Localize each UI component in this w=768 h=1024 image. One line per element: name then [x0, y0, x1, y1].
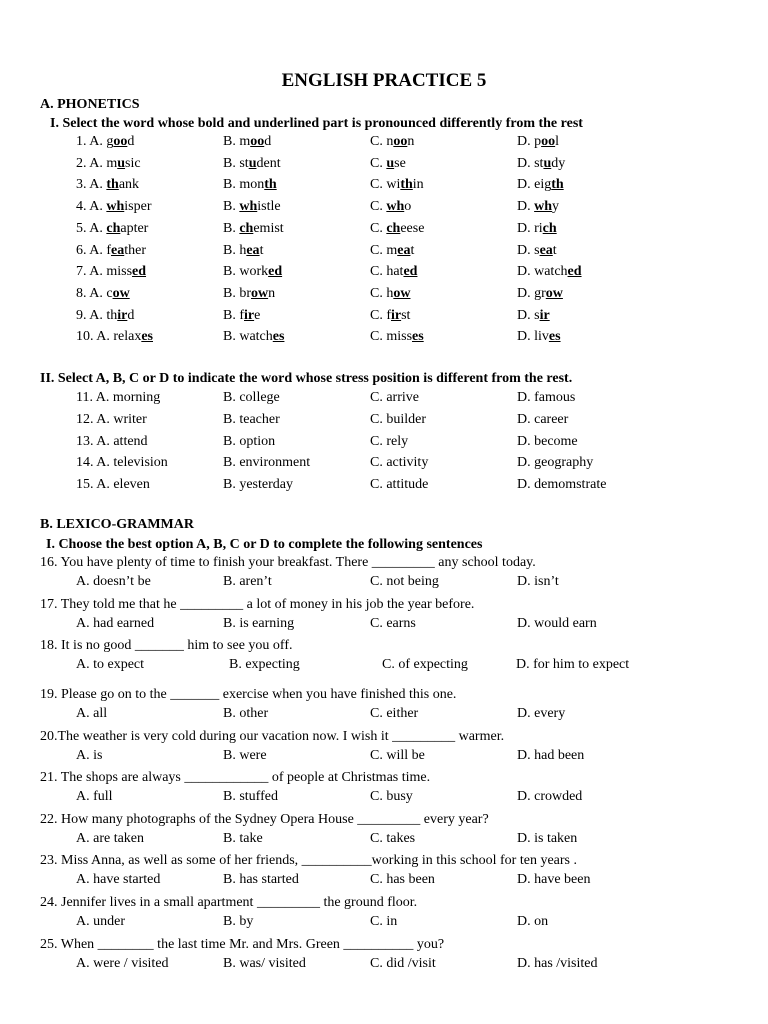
underlined-sound: ow — [112, 285, 130, 301]
option-text: A. c — [89, 285, 113, 301]
option-text: ank — [118, 177, 140, 193]
option: A. are taken — [76, 831, 145, 846]
option: C. has been — [370, 872, 435, 887]
option — [223, 390, 280, 406]
option — [370, 264, 417, 280]
stress-row — [0, 390, 700, 408]
option — [223, 308, 260, 324]
option-text: C. wi — [370, 177, 401, 193]
option-text: B. teacher — [223, 411, 280, 427]
option: B. by — [223, 914, 254, 929]
underlined-sound: es — [548, 329, 561, 345]
option-text: B. work — [223, 264, 269, 280]
option-text: A. f — [89, 242, 112, 258]
option-text: C. f — [370, 307, 391, 323]
option: B. expecting — [229, 657, 300, 672]
option-text: t — [410, 242, 415, 258]
underlined-sound: ea — [539, 242, 553, 258]
underlined-sound: ir — [391, 307, 402, 323]
option-text: C. miss — [370, 329, 413, 345]
underlined-sound: ea — [246, 242, 260, 258]
underlined-sound: wh — [106, 199, 125, 215]
underlined-sound: oo — [393, 134, 408, 149]
underlined-sound: es — [141, 329, 153, 345]
underlined-sound: wh — [386, 199, 405, 215]
option: D. crowded — [517, 789, 583, 804]
option — [517, 412, 568, 428]
option — [223, 199, 281, 215]
option — [517, 455, 593, 471]
option-text: in — [412, 177, 424, 193]
option-text: B. mon — [223, 177, 265, 193]
option-text: t — [259, 242, 264, 258]
option-text: A. — [89, 220, 107, 236]
option-text: A. writer — [96, 411, 147, 427]
option-text: C. attitude — [370, 477, 429, 493]
answer-row — [0, 872, 700, 890]
option-text: D. career — [517, 411, 569, 427]
option: A. under — [76, 914, 125, 929]
option: C. not being — [370, 574, 439, 589]
option-text: D. s — [517, 242, 540, 258]
option-text: y — [552, 199, 560, 215]
option: B. other — [223, 706, 269, 721]
option-text: C. hat — [370, 264, 404, 280]
option-text: C. activity — [370, 455, 429, 471]
stress-row — [0, 455, 700, 473]
option-text: B. — [223, 220, 240, 236]
underlined-sound: th — [264, 177, 277, 193]
option-text: A. miss — [89, 264, 133, 280]
underlined-sound: es — [272, 329, 285, 345]
option-text: A. — [89, 199, 107, 215]
option: C. takes — [370, 831, 416, 846]
option-text: C. h — [370, 285, 394, 301]
option-text: A. th — [89, 307, 118, 323]
option — [517, 477, 606, 493]
option: D. on — [517, 914, 549, 929]
option-text: C. arrive — [370, 390, 419, 405]
option — [76, 477, 150, 493]
option-text: eese — [400, 220, 425, 236]
underlined-sound: ed — [567, 264, 582, 280]
option-text: C. — [370, 220, 387, 236]
section-b-heading: B. LEXICO-GRAMMAR — [40, 517, 194, 532]
option: B. is earning — [223, 616, 295, 631]
option: A. full — [76, 789, 113, 804]
option-text: ther — [124, 242, 146, 258]
option-text: st — [401, 307, 411, 323]
option-text: A. relax — [96, 329, 142, 345]
page-title: ENGLISH PRACTICE 5 — [281, 70, 487, 91]
question-number: 13. — [76, 433, 97, 449]
question-number: 14. — [76, 455, 97, 471]
option-text: n — [268, 285, 276, 301]
option: C. in — [370, 914, 398, 929]
option-text: A. m — [89, 155, 118, 171]
option — [76, 308, 134, 324]
answer-row — [0, 789, 700, 807]
option-text: A. morning — [95, 390, 161, 405]
option-text: B. watch — [223, 329, 273, 345]
option — [223, 412, 280, 428]
option — [370, 329, 424, 345]
underlined-sound: th — [400, 177, 413, 193]
option-text: A. television — [96, 455, 168, 471]
option: D. for him to expect — [516, 657, 630, 672]
option-text: dent — [256, 155, 281, 171]
phonetics-instruction-1: I. Select the word whose bold and underlined part is pronounced differently from the rest — [50, 116, 583, 131]
option — [517, 329, 561, 345]
option: D. isn’t — [517, 574, 559, 589]
underlined-sound: ch — [542, 220, 557, 236]
option — [517, 434, 578, 450]
option — [76, 243, 146, 259]
option-text: D. watch — [517, 264, 568, 280]
answer-row — [0, 706, 700, 724]
option: A. to expect — [76, 657, 145, 672]
option — [517, 177, 564, 193]
option: A. all — [76, 706, 108, 721]
option-text: B. yesterday — [223, 477, 293, 493]
answer-row — [0, 831, 700, 849]
underlined-sound: wh — [534, 199, 553, 215]
option — [370, 477, 428, 493]
phonetics-row — [0, 156, 700, 174]
option-text: B. h — [223, 242, 247, 258]
underlined-sound: ow — [393, 285, 411, 301]
phonetics-row — [0, 329, 700, 347]
option: D. has /visited — [517, 956, 598, 971]
option — [223, 156, 281, 172]
option — [370, 156, 406, 172]
question-number: 7. — [76, 264, 90, 280]
question: 23. Miss Anna, as well as some of her friends, __________working in this school for ten years . — [40, 853, 577, 868]
option — [370, 390, 419, 406]
stress-row — [0, 477, 700, 495]
option: D. had been — [517, 748, 585, 763]
option — [517, 308, 550, 324]
underlined-sound: u — [543, 155, 552, 171]
option — [76, 434, 148, 450]
phonetics-row — [0, 308, 700, 326]
option-text: A. attend — [96, 433, 148, 449]
option-text: C. m — [370, 242, 398, 258]
option — [76, 412, 147, 428]
option: A. is — [76, 748, 103, 763]
underlined-sound: oo — [250, 134, 265, 149]
option-text: D. demomstrate — [517, 477, 607, 493]
option — [370, 177, 424, 193]
option: B. take — [223, 831, 263, 846]
option-text: d — [264, 134, 272, 149]
option — [223, 329, 284, 345]
option-text: d — [127, 307, 135, 323]
option-text: D. famous — [517, 390, 576, 405]
question: 22. How many photographs of the Sydney Opera House _________ every year? — [40, 812, 489, 827]
underlined-sound: ir — [539, 307, 550, 323]
underlined-sound: ed — [268, 264, 283, 280]
option — [223, 286, 275, 302]
option-text: A. — [89, 177, 107, 193]
option: C. either — [370, 706, 419, 721]
question-number: 3. — [76, 177, 90, 193]
option-text: B. environment — [223, 455, 311, 471]
phonetics-row — [0, 199, 700, 217]
underlined-sound: ir — [117, 307, 128, 323]
underlined-sound: oo — [541, 134, 556, 149]
option-text: sic — [125, 155, 141, 171]
option: C. of expecting — [382, 657, 468, 672]
underlined-sound: ea — [111, 242, 125, 258]
option: A. have started — [76, 872, 161, 887]
question-number: 4. — [76, 199, 90, 215]
phonetics-row — [0, 286, 700, 304]
option — [76, 264, 146, 280]
answer-row — [0, 657, 700, 675]
underlined-sound: ch — [239, 220, 254, 236]
question: 18. It is no good _______ him to see you off. — [40, 638, 293, 653]
option-text: D. ri — [517, 220, 543, 236]
stress-row — [0, 412, 700, 430]
phonetics-instruction-2: II. Select A, B, C or D to indicate the word whose stress position is different from the rest. — [40, 371, 573, 386]
option — [370, 286, 410, 302]
option-text: e — [254, 307, 261, 323]
option — [223, 177, 277, 193]
option — [370, 455, 428, 471]
option-text: n — [407, 134, 415, 149]
answer-row — [0, 956, 700, 974]
option-text: A. g — [89, 134, 114, 149]
option-text: l — [555, 134, 560, 149]
option: A. were / visited — [76, 956, 169, 971]
question-number: 11. — [76, 390, 96, 405]
option-text: D. liv — [517, 329, 549, 345]
stress-row — [0, 434, 700, 452]
question: 17. They told me that he _________ a lot of money in his job the year before. — [40, 597, 475, 612]
option-text: B. — [223, 199, 240, 215]
option: A. doesn’t be — [76, 574, 151, 589]
question-number: 10. — [76, 329, 97, 345]
question: 24. Jennifer lives in a small apartment _________ the ground floor. — [40, 895, 418, 910]
option — [370, 434, 408, 450]
option — [517, 156, 565, 172]
option: D. would earn — [517, 616, 597, 631]
underlined-sound: oo — [113, 134, 128, 149]
underlined-sound: ed — [132, 264, 147, 280]
option: D. every — [517, 706, 566, 721]
option-text: t — [552, 242, 557, 258]
answer-row — [0, 914, 700, 932]
option-text: D. st — [517, 155, 544, 171]
option-text: emist — [253, 220, 284, 236]
option: D. have been — [517, 872, 591, 887]
option — [76, 390, 160, 406]
underlined-sound: ed — [403, 264, 418, 280]
option — [517, 390, 575, 406]
question-number: 12. — [76, 411, 97, 427]
option-text: B. st — [223, 155, 249, 171]
option: C. did /visit — [370, 956, 436, 971]
option — [76, 199, 151, 215]
option — [370, 412, 426, 428]
option — [76, 134, 134, 150]
option — [517, 243, 557, 259]
option-text: B. option — [223, 433, 276, 449]
option-text: dy — [551, 155, 566, 171]
option — [76, 455, 168, 471]
option: B. has started — [223, 872, 299, 887]
option — [76, 221, 148, 237]
question: 16. You have plenty of time to finish your breakfast. There _________ any school today. — [40, 555, 536, 570]
phonetics-row — [0, 264, 700, 282]
underlined-sound: u — [386, 155, 395, 171]
option-text: C. n — [370, 134, 394, 149]
option — [517, 199, 559, 215]
option-text: C. — [370, 155, 387, 171]
question: 19. Please go on to the _______ exercise when you have finished this one. — [40, 687, 457, 702]
question: 25. When ________ the last time Mr. and Mrs. Green __________ you? — [40, 937, 445, 952]
underlined-sound: wh — [239, 199, 258, 215]
underlined-sound: ir — [244, 307, 255, 323]
answer-row — [0, 748, 700, 766]
option — [223, 455, 310, 471]
option — [76, 329, 153, 345]
underlined-sound: ow — [251, 285, 269, 301]
option: C. will be — [370, 748, 425, 763]
underlined-sound: ch — [106, 220, 121, 236]
option — [370, 243, 414, 259]
option-text: B. m — [223, 134, 251, 149]
option: B. were — [223, 748, 267, 763]
option — [517, 264, 582, 280]
option-text: D. p — [517, 134, 542, 149]
option: B. aren’t — [223, 574, 272, 589]
option-text: D. geography — [517, 455, 594, 471]
option-text: isper — [124, 199, 152, 215]
question-number: 8. — [76, 285, 90, 301]
option-text: o — [404, 199, 412, 215]
option-text: C. rely — [370, 433, 409, 449]
underlined-sound: ow — [545, 285, 563, 301]
grammar-instruction: I. Choose the best option A, B, C or D to complete the following sentences — [46, 537, 483, 552]
underlined-sound: u — [117, 155, 126, 171]
question: 21. The shops are always ____________ of people at Christmas time. — [40, 770, 431, 785]
option — [370, 221, 424, 237]
answer-row — [0, 616, 700, 634]
option-text: A. eleven — [96, 477, 150, 493]
option — [370, 199, 411, 215]
option-text: istle — [257, 199, 281, 215]
option-text: B. f — [223, 307, 244, 323]
option-text: C. builder — [370, 411, 426, 427]
option — [370, 308, 410, 324]
option: C. busy — [370, 789, 413, 804]
question-number: 15. — [76, 477, 97, 493]
question-number: 5. — [76, 220, 90, 236]
option-text: D. eig — [517, 177, 552, 193]
option — [223, 477, 293, 493]
option — [517, 134, 559, 150]
option-text: apter — [120, 220, 149, 236]
option — [76, 156, 141, 172]
phonetics-row — [0, 221, 700, 239]
option — [223, 134, 271, 150]
phonetics-row — [0, 243, 700, 261]
option-text: B. college — [223, 390, 280, 405]
option: B. was/ visited — [223, 956, 306, 971]
option — [223, 243, 263, 259]
answer-row — [0, 574, 700, 592]
underlined-sound: ch — [386, 220, 401, 236]
underlined-sound: u — [248, 155, 257, 171]
option — [370, 134, 414, 150]
option-text: d — [127, 134, 135, 149]
option-text: D. become — [517, 433, 578, 449]
underlined-sound: th — [106, 177, 119, 193]
option-text: D. s — [517, 307, 540, 323]
underlined-sound: th — [551, 177, 564, 193]
option: D. is taken — [517, 831, 578, 846]
option — [517, 286, 563, 302]
option: B. stuffed — [223, 789, 278, 804]
option: C. earns — [370, 616, 416, 631]
option-text: se — [394, 155, 406, 171]
phonetics-row — [0, 134, 700, 152]
option-text: C. — [370, 199, 387, 215]
question-number: 2. — [76, 155, 90, 171]
option — [223, 264, 282, 280]
option — [76, 177, 139, 193]
option — [223, 221, 284, 237]
question-number: 9. — [76, 307, 90, 323]
underlined-sound: ea — [397, 242, 411, 258]
option-text: B. br — [223, 285, 251, 301]
section-a-heading: A. PHONETICS — [40, 97, 140, 112]
option-text: D. gr — [517, 285, 546, 301]
phonetics-row — [0, 177, 700, 195]
option: A. had earned — [76, 616, 155, 631]
underlined-sound: es — [412, 329, 424, 345]
question: 20.The weather is very cold during our vacation now. I wish it _________ warmer. — [40, 729, 505, 744]
option — [223, 434, 275, 450]
option — [76, 286, 130, 302]
question-number: 6. — [76, 242, 90, 258]
question-number: 1. — [76, 134, 90, 149]
option — [517, 221, 557, 237]
option-text: D. — [517, 199, 535, 215]
